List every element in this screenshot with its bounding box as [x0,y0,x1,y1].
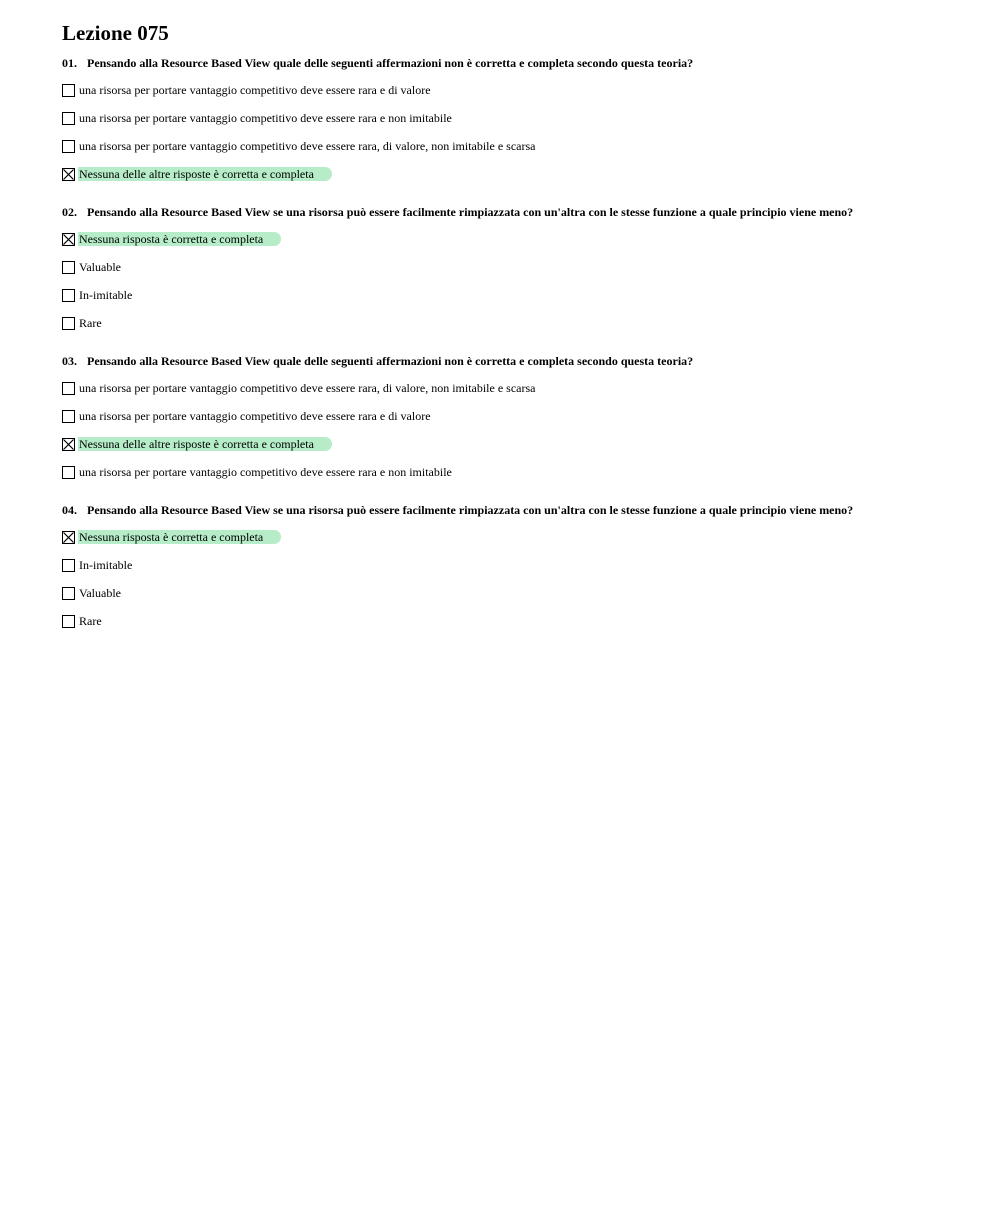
option-label: Rare [79,316,102,330]
checkbox-checked[interactable] [62,531,75,544]
checkbox[interactable] [62,466,75,479]
option-label: una risorsa per portare vantaggio competitivo deve essere rara, di valore, non imitabile e scarsa [79,139,536,153]
checkbox[interactable] [62,112,75,125]
question-number: 03. [62,354,77,368]
checkbox-checked[interactable] [62,438,75,451]
option-label: una risorsa per portare vantaggio competitivo deve essere rara e di valore [79,83,431,97]
question-body: Pensando alla Resource Based View se una risorsa può essere facilmente rimpiazzata con un'altra con le stesse funzione a quale principio viene meno? [87,205,854,219]
checkbox[interactable] [62,615,75,628]
question-02 [62,204,982,331]
answer-option[interactable] [62,557,982,573]
answer-option[interactable] [62,315,982,331]
question-text [62,55,982,71]
answer-option[interactable] [62,408,982,424]
question-text [62,353,982,369]
answer-option[interactable] [62,259,982,275]
answer-option[interactable] [62,436,982,452]
x-mark-icon [63,169,74,180]
question-text [62,502,982,518]
checkbox[interactable] [62,140,75,153]
answer-option[interactable] [62,585,982,601]
page-title: Lezione 075 [62,21,169,45]
document-page [62,20,982,651]
checkbox[interactable] [62,84,75,97]
question-text [62,204,982,220]
question-number: 04. [62,503,77,517]
checkbox[interactable] [62,289,75,302]
option-label: una risorsa per portare vantaggio competitivo deve essere rara e non imitabile [79,465,452,479]
answer-option[interactable] [62,138,982,154]
answer-option[interactable] [62,166,982,182]
option-label: Rare [79,614,102,628]
checkbox-checked[interactable] [62,168,75,181]
x-mark-icon [63,532,74,543]
option-label: una risorsa per portare vantaggio competitivo deve essere rara e di valore [79,409,431,423]
option-label: una risorsa per portare vantaggio competitivo deve essere rara e non imitabile [79,111,452,125]
option-label: In-imitable [79,558,133,572]
answer-option[interactable] [62,82,982,98]
checkbox[interactable] [62,587,75,600]
question-number: 01. [62,56,77,70]
checkbox[interactable] [62,261,75,274]
answer-option[interactable] [62,287,982,303]
x-mark-icon [63,234,74,245]
checkbox[interactable] [62,559,75,572]
option-label: Valuable [79,586,121,600]
question-number: 02. [62,205,77,219]
checkbox[interactable] [62,410,75,423]
answer-option[interactable] [62,529,982,545]
option-label: Valuable [79,260,121,274]
checkbox[interactable] [62,382,75,395]
answer-option[interactable] [62,231,982,247]
option-label: Nessuna risposta è corretta e completa [78,232,281,246]
option-label: Nessuna delle altre risposte è corretta e completa [78,167,332,181]
option-label: Nessuna delle altre risposte è corretta e completa [78,437,332,451]
question-body: Pensando alla Resource Based View se una risorsa può essere facilmente rimpiazzata con un'altra con le stesse funzione a quale principio viene meno? [87,503,854,517]
checkbox-checked[interactable] [62,233,75,246]
answer-option[interactable] [62,613,982,629]
question-04 [62,502,982,629]
option-label: In-imitable [79,288,133,302]
checkbox[interactable] [62,317,75,330]
answer-option[interactable] [62,110,982,126]
answer-option[interactable] [62,380,982,396]
option-label: una risorsa per portare vantaggio competitivo deve essere rara, di valore, non imitabile e scarsa [79,381,536,395]
question-01 [62,55,982,182]
question-body: Pensando alla Resource Based View quale delle seguenti affermazioni non è corretta e completa secondo questa teoria? [87,56,694,70]
x-mark-icon [63,439,74,450]
question-body: Pensando alla Resource Based View quale delle seguenti affermazioni non è corretta e completa secondo questa teoria? [87,354,694,368]
question-03 [62,353,982,480]
answer-option[interactable] [62,464,982,480]
option-label: Nessuna risposta è corretta e completa [78,530,281,544]
